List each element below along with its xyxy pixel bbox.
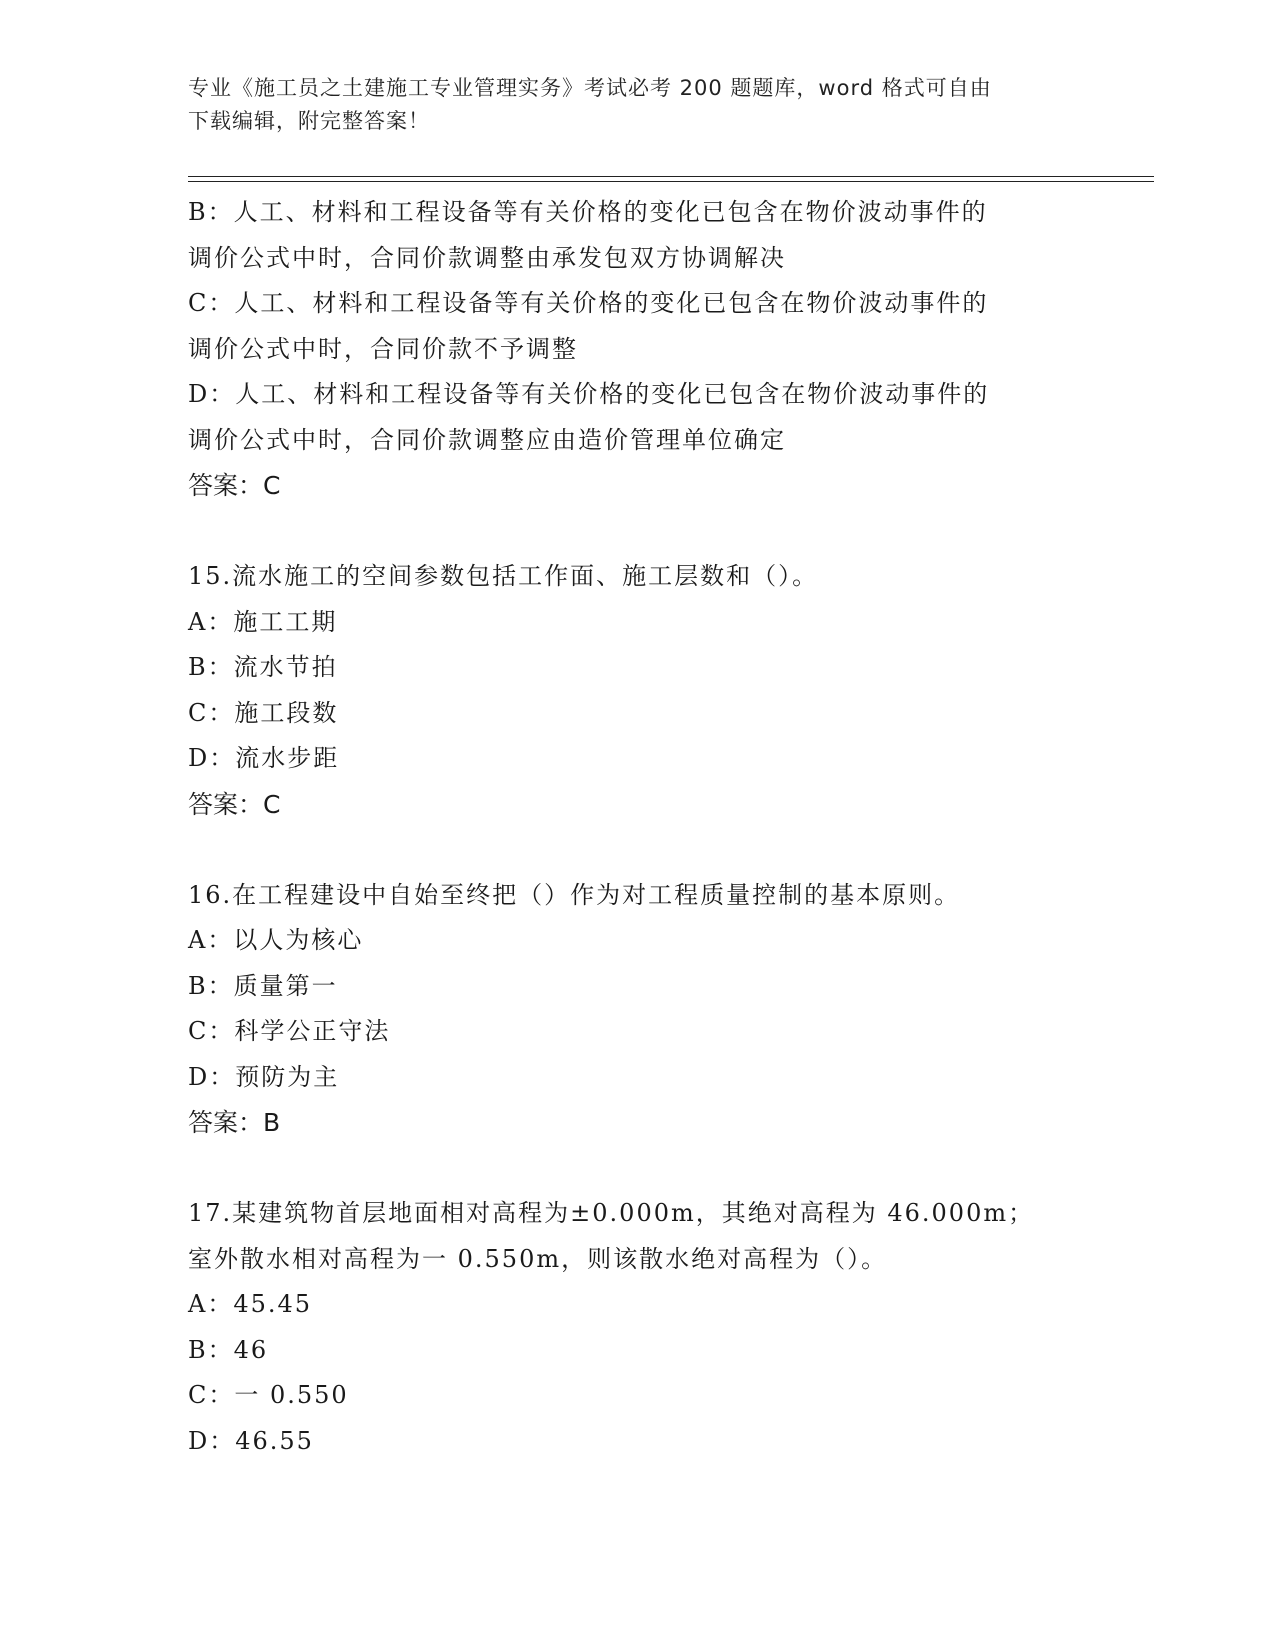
option-b: B：质量第一: [188, 971, 338, 1000]
option-a: A：施工工期: [188, 607, 338, 636]
option-b: B：46: [188, 1335, 269, 1364]
question-17-text-line-2: 室外散水相对高程为一 0.550m，则该散水绝对高程为（）。: [188, 1244, 888, 1273]
question-16-text: 16.在工程建设中自始至终把（）作为对工程质量控制的基本原则。: [188, 880, 961, 909]
option-c-line-1: C：人工、材料和工程设备等有关价格的变化已包含在物价波动事件的: [188, 289, 989, 317]
spacer: [188, 1146, 1148, 1192]
header-divider-top: [188, 176, 1154, 177]
header-divider-bottom: [188, 181, 1154, 182]
header-line-2: 下载编辑，附完整答案！: [188, 109, 430, 133]
answer-16: 答案：B: [188, 1108, 281, 1137]
option-d-line-2: 调价公式中时，合同价款调整应由造价管理单位确定: [188, 425, 786, 454]
spacer: [188, 509, 1148, 555]
answer-14: 答案：C: [188, 471, 281, 500]
question-17-text-line-1: 17.某建筑物首层地面相对高程为±0.000m，其绝对高程为 46.000m；: [188, 1199, 1035, 1227]
question-15-text: 15.流水施工的空间参数包括工作面、施工层数和（）。: [188, 562, 819, 590]
option-c-line-2: 调价公式中时，合同价款不予调整: [188, 334, 578, 363]
option-c: C：施工段数: [188, 698, 339, 727]
option-c: C：一 0.550: [188, 1381, 349, 1409]
question-16: [188, 873, 1148, 1146]
question-14-continued: [188, 190, 1148, 509]
spacer: [188, 827, 1148, 873]
option-a: A：以人为核心: [188, 926, 364, 954]
option-a: A：45.45: [188, 1290, 313, 1318]
document-header: [188, 72, 1068, 138]
header-line-1: 专业《施工员之土建施工专业管理实务》考试必考 200 题题库，word 格式可自由: [188, 76, 992, 100]
option-b-line-2: 调价公式中时，合同价款调整由承发包双方协调解决: [188, 243, 786, 272]
option-d: D：流水步距: [188, 744, 340, 772]
option-d: D：预防为主: [188, 1062, 340, 1091]
question-15: [188, 554, 1148, 827]
option-c: C：科学公正守法: [188, 1017, 391, 1045]
question-list: [188, 190, 1148, 1464]
question-17: [188, 1191, 1148, 1464]
answer-15: 答案：C: [188, 789, 281, 819]
option-b: B：流水节拍: [188, 653, 338, 681]
option-d: D：46.55: [188, 1426, 314, 1455]
option-d-line-1: D：人工、材料和工程设备等有关价格的变化已包含在物价波动事件的: [188, 380, 990, 408]
option-b-line-1: B：人工、材料和工程设备等有关价格的变化已包含在物价波动事件的: [188, 198, 988, 226]
